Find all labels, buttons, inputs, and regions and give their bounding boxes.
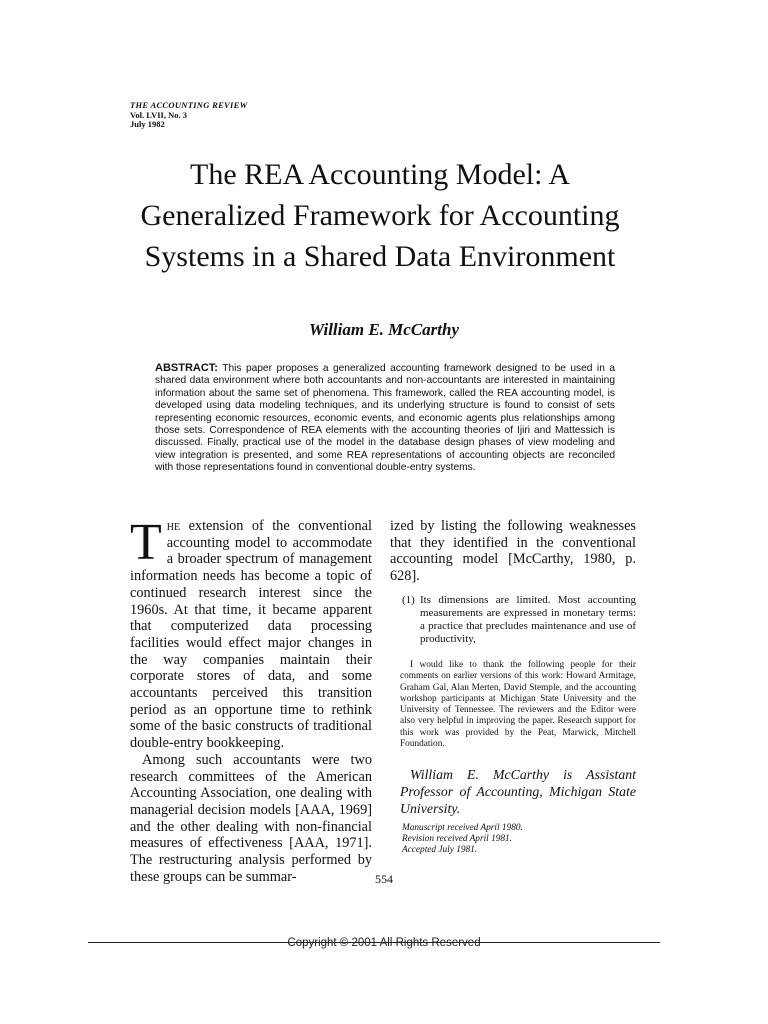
date-received: Manuscript received April 1980. [402,823,523,833]
author-name: William E. McCarthy [308,320,460,339]
journal-volume: Vol. LVII, No. 3 [130,109,188,120]
body-paragraph-1-text: extension of the conventional accounting model to accommodate a broader spectrum of management information needs has become a topic of continued research interest since the 1960s. At that time, it became apparent that computerized data processing facilities would effect major changes in the way companies maintain their corporate stores of data, and some accountants perceived this transition period as an opportune time to rethink some of the basic constructs of traditional double-entry bookkeeping. [130,518,372,752]
abstract-text: This paper proposes a generalized accounting framework designed to be used in a shared data environment where both accountants and non-accountants are interested in maintaining information about the same set of phenomena. This framework, called the REA accounting model, is developed using data modeling techniques, and its underlying structure is found to consist of sets representing economic resources, economic events, and economic agents plus relationships among those sets. Correspondence of REA elements with the accounting theories of Ijiri and Mattessich is discussed. Finally, practical use of the model in the database design phases of view modeling and view integration is presented, and some REA representations of accounting objects are reconciled with those representations found in conventional double-entry systems. [155,363,615,474]
date-revised: Revision received April 1981. [402,834,512,845]
body-left-column [130,514,372,885]
body-paragraph-2: Among such accountants were two research committees of the American Accounting Association, one dealing with managerial decision models [AAA, 1969] and the other dealing with non-financial measures of effectiveness [AAA, 1971]. The restructuring analysis performed by these groups can be summar- [130,751,372,885]
body-paragraph-2-continued: ized by listing the following weaknesses that they identified in the conventional accounting model [McCarthy, 1980, p. 628]. [390,518,636,585]
abstract-label: ABSTRACT: [155,362,218,374]
body-paragraph-1 [130,514,372,752]
acknowledgment-footnote [400,660,636,750]
page-number: 554 [375,872,393,886]
list-number: (1) [402,593,415,606]
manuscript-dates [402,823,523,857]
author-affiliation: William E. McCarthy is Assistant Professor of Accounting, Michigan State University. [400,767,636,816]
journal-name: THE ACCOUNTING REVIEW [130,100,248,110]
journal-header [130,101,247,130]
list-item-text: Its dimensions are limited. Most accounting measurements are expressed in monetary terms: a practice that precludes maintenance and use of productivity, [420,593,636,646]
journal-date: July 1982 [130,119,165,129]
body-right-column [390,518,636,647]
drop-cap: T [130,514,162,571]
paper-title: The REA Accounting Model: A Generalized Framework for Accounting Systems in a Shared Data Environment [140,158,620,273]
abstract [155,362,615,475]
weakness-list-item [390,594,636,647]
opening-word: he [166,518,181,534]
date-accepted: Accepted July 1981. [402,845,478,856]
copyright-notice: Copyright © 2001 All Rights Reserved [287,937,481,949]
footnote-text: I would like to thank the following people for their comments on earlier versions of this work: Howard Armitage, Graham Gal, Alan Merten, David Stemple, and the accounting workshop participants at Michigan State University and the University of Tennessee. The reviewers and the Editor were also very helpful in improving the paper. Research support for this work was provided by the Peat, Marwick, Mitchell Foundation. [400,660,636,750]
